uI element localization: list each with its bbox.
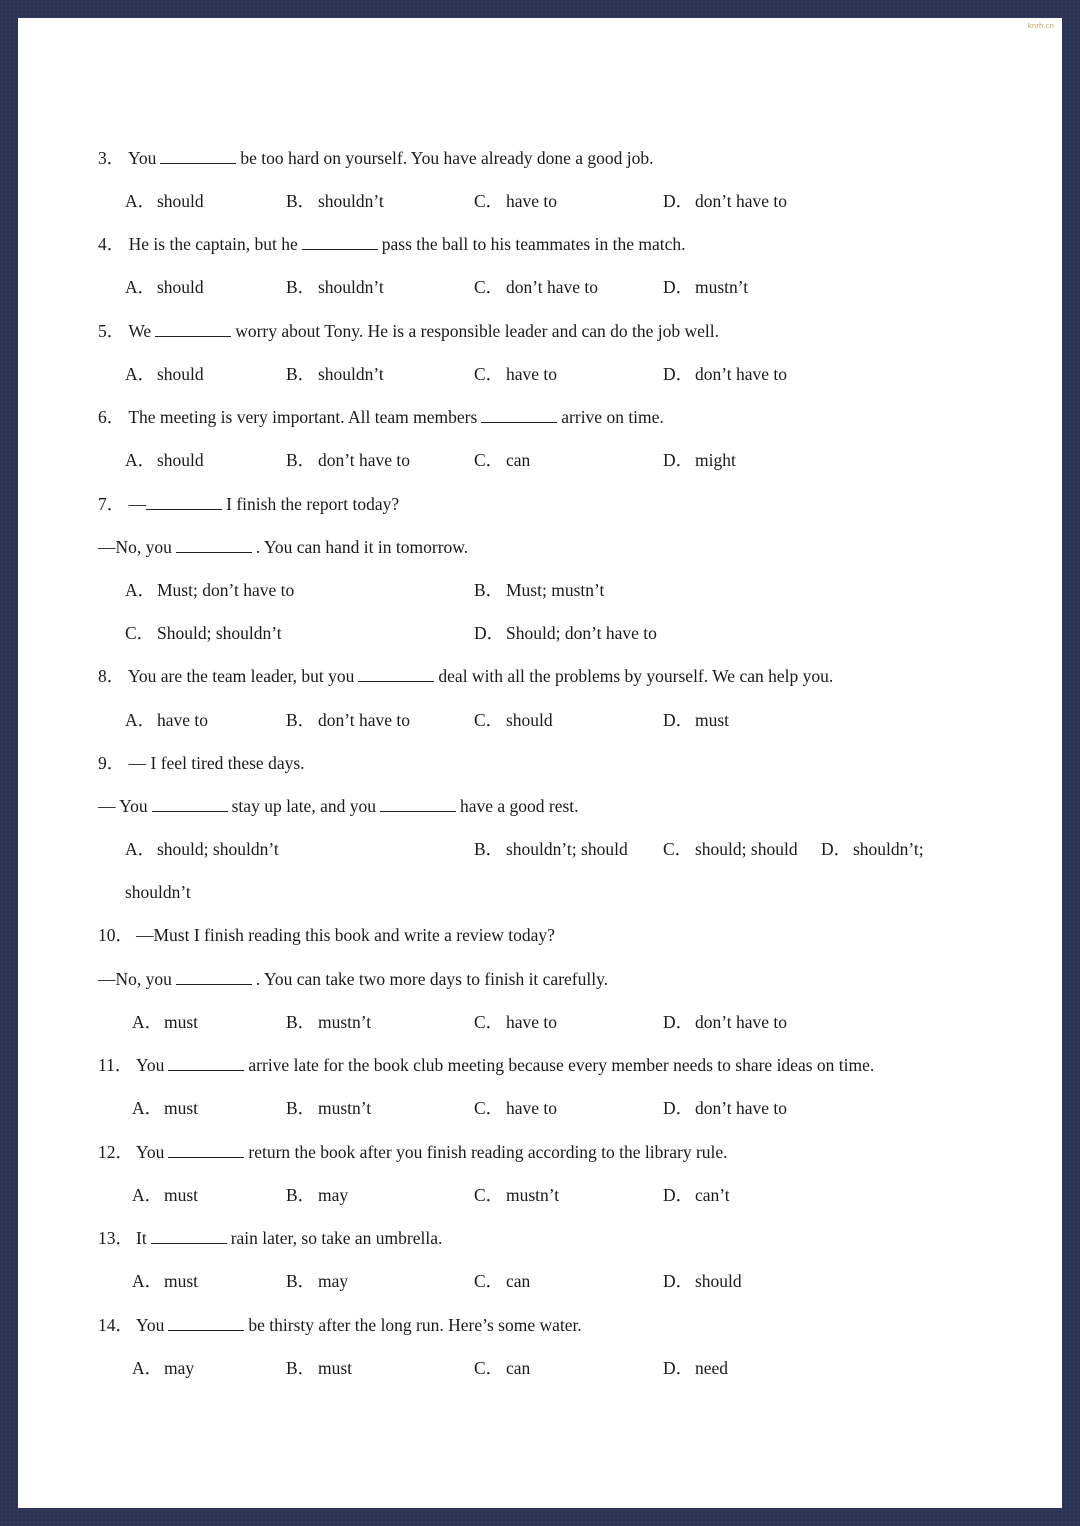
option-c[interactable]: C． have to bbox=[474, 1012, 558, 1032]
question-12 bbox=[98, 1140, 728, 1164]
question-text: We bbox=[128, 321, 152, 341]
option-a[interactable]: A． must bbox=[132, 1098, 199, 1118]
option-b[interactable]: B． shouldn’t bbox=[286, 364, 384, 384]
question-text: It bbox=[136, 1228, 147, 1248]
option-a[interactable]: A． must bbox=[132, 1012, 199, 1032]
question-7 bbox=[98, 492, 399, 516]
option-d[interactable]: D． should bbox=[663, 1271, 742, 1291]
question-text: be thirsty after the long run. Here’s some water. bbox=[248, 1315, 582, 1335]
options-row bbox=[18, 1269, 1062, 1293]
question-6 bbox=[98, 405, 664, 429]
question-text: worry about Tony. He is a responsible leader and can do the job well. bbox=[235, 321, 719, 341]
question-number: 6． bbox=[98, 407, 125, 427]
option-b[interactable]: B． shouldn’t bbox=[286, 277, 384, 297]
option-b[interactable]: B． may bbox=[286, 1185, 349, 1205]
question-text: rain later, so take an umbrella. bbox=[230, 1228, 443, 1248]
question-text: —No, you bbox=[98, 537, 172, 557]
answer-blank bbox=[168, 1053, 244, 1071]
answer-blank bbox=[302, 232, 378, 250]
answer-blank bbox=[152, 794, 228, 812]
option-b[interactable]: B． shouldn’t bbox=[286, 191, 384, 211]
question-number: 11． bbox=[98, 1055, 133, 1075]
question-text: stay up late, and you bbox=[231, 796, 376, 816]
answer-blank bbox=[481, 405, 557, 423]
option-c[interactable]: C． can bbox=[474, 1358, 531, 1378]
question-9-reply bbox=[98, 794, 579, 818]
question-text: pass the ball to his teammates in the match. bbox=[381, 234, 686, 254]
question-text: —Must I finish reading this book and write a review today? bbox=[136, 925, 555, 945]
question-number: 9． bbox=[98, 753, 125, 773]
question-4 bbox=[98, 232, 686, 256]
option-c[interactable]: C． have to bbox=[474, 364, 558, 384]
options-row bbox=[18, 362, 1062, 386]
question-number: 12． bbox=[98, 1142, 133, 1162]
options-row bbox=[18, 708, 1062, 732]
question-text: You bbox=[136, 1142, 165, 1162]
question-text: —No, you bbox=[98, 969, 172, 989]
option-d[interactable]: D． shouldn’t; bbox=[821, 839, 924, 859]
option-b[interactable]: B． mustn’t bbox=[286, 1012, 372, 1032]
option-a[interactable]: A． may bbox=[132, 1358, 195, 1378]
option-d[interactable]: D． can’t bbox=[663, 1185, 730, 1205]
option-d[interactable]: D． mustn’t bbox=[663, 277, 749, 297]
option-a[interactable]: A． should; shouldn’t bbox=[125, 839, 279, 859]
question-5 bbox=[98, 319, 719, 343]
question-text: You bbox=[127, 148, 157, 168]
question-text: He is the captain, but he bbox=[128, 234, 298, 254]
option-a[interactable]: A． must bbox=[132, 1185, 199, 1205]
watermark: knrh.cn bbox=[1027, 22, 1054, 30]
option-b[interactable]: B． shouldn’t; should bbox=[474, 839, 628, 859]
question-text: I finish the report today? bbox=[226, 494, 400, 514]
question-14 bbox=[98, 1313, 582, 1337]
answer-blank bbox=[176, 535, 252, 553]
options-row bbox=[18, 837, 1062, 861]
option-c[interactable]: C． mustn’t bbox=[474, 1185, 560, 1205]
option-c[interactable]: C． have to bbox=[474, 191, 558, 211]
option-d[interactable]: D． don’t have to bbox=[663, 191, 788, 211]
answer-blank bbox=[155, 319, 231, 337]
question-text: — I feel tired these days. bbox=[128, 753, 305, 773]
option-d[interactable]: D． must bbox=[663, 710, 730, 730]
option-c[interactable]: C． can bbox=[474, 450, 531, 470]
option-a[interactable]: A． must bbox=[132, 1271, 199, 1291]
answer-blank bbox=[168, 1313, 244, 1331]
options-row bbox=[18, 189, 1062, 213]
answer-blank bbox=[358, 664, 434, 682]
question-number: 14． bbox=[98, 1315, 133, 1335]
question-text: You are the team leader, but you bbox=[127, 666, 355, 686]
question-11 bbox=[98, 1053, 874, 1077]
option-c[interactable]: C． can bbox=[474, 1271, 531, 1291]
question-number: 8． bbox=[98, 666, 125, 686]
question-text: You bbox=[136, 1315, 165, 1335]
question-number: 10． bbox=[98, 925, 133, 945]
question-text: . You can hand it in tomorrow. bbox=[255, 537, 469, 557]
option-d[interactable]: D． don’t have to bbox=[663, 364, 788, 384]
answer-blank bbox=[176, 967, 252, 985]
question-text: arrive on time. bbox=[561, 407, 664, 427]
question-3 bbox=[98, 146, 653, 170]
option-a[interactable]: A． should bbox=[125, 191, 204, 211]
question-number: 7． bbox=[98, 494, 125, 514]
question-text: arrive late for the book club meeting because every member needs to share ideas on time. bbox=[248, 1055, 875, 1075]
option-d[interactable]: D． might bbox=[663, 450, 736, 470]
option-b[interactable]: B． Must; mustn’t bbox=[474, 580, 605, 600]
option-c[interactable]: C． should bbox=[474, 710, 553, 730]
option-b[interactable]: B． must bbox=[286, 1358, 353, 1378]
answer-blank bbox=[160, 146, 236, 164]
question-7-reply bbox=[98, 535, 468, 559]
option-b[interactable]: B． mustn’t bbox=[286, 1098, 372, 1118]
answer-blank bbox=[146, 492, 222, 510]
option-d[interactable]: D． don’t have to bbox=[663, 1012, 788, 1032]
option-a[interactable]: A． should bbox=[125, 364, 204, 384]
question-number: 5． bbox=[98, 321, 125, 341]
question-text: — You bbox=[98, 796, 148, 816]
option-b[interactable]: B． may bbox=[286, 1271, 349, 1291]
options-row bbox=[18, 448, 1062, 472]
question-8 bbox=[98, 664, 833, 688]
options-row bbox=[18, 1010, 1062, 1034]
options-row bbox=[18, 1183, 1062, 1207]
question-text: have a good rest. bbox=[459, 796, 579, 816]
option-a[interactable]: A． Must; don’t have to bbox=[125, 580, 295, 600]
options-row bbox=[18, 275, 1062, 299]
worksheet-page bbox=[18, 18, 1062, 1508]
question-text: be too hard on yourself. You have already done a good job. bbox=[240, 148, 654, 168]
option-b[interactable]: B． don’t have to bbox=[286, 710, 411, 730]
answer-blank bbox=[380, 794, 456, 812]
option-d[interactable]: D． don’t have to bbox=[663, 1098, 788, 1118]
option-c[interactable]: C． don’t have to bbox=[474, 277, 599, 297]
question-text: . You can take two more days to finish it carefully. bbox=[255, 969, 609, 989]
question-text: — bbox=[128, 494, 147, 514]
options-row bbox=[18, 578, 1062, 602]
option-d-wrap: shouldn’t bbox=[125, 882, 191, 902]
option-a[interactable]: A． have to bbox=[125, 710, 209, 730]
options-row bbox=[18, 1096, 1062, 1120]
option-d[interactable]: D． Should; don’t have to bbox=[474, 623, 657, 643]
option-d[interactable]: D． need bbox=[663, 1358, 729, 1378]
option-a[interactable]: A． should bbox=[125, 450, 204, 470]
options-row bbox=[18, 1356, 1062, 1380]
question-text: deal with all the problems by yourself. We can help you. bbox=[438, 666, 834, 686]
option-c[interactable]: C． Should; shouldn’t bbox=[125, 623, 282, 643]
question-text: You bbox=[136, 1055, 165, 1075]
option-c[interactable]: C． have to bbox=[474, 1098, 558, 1118]
answer-blank bbox=[151, 1226, 227, 1244]
options-row bbox=[18, 621, 1062, 645]
option-b[interactable]: B． don’t have to bbox=[286, 450, 411, 470]
option-a[interactable]: A． should bbox=[125, 277, 204, 297]
answer-blank bbox=[168, 1140, 244, 1158]
question-text: return the book after you finish reading according to the library rule. bbox=[248, 1142, 728, 1162]
question-10 bbox=[98, 923, 555, 947]
question-number: 4． bbox=[98, 234, 125, 254]
question-13 bbox=[98, 1226, 442, 1250]
question-text: The meeting is very important. All team members bbox=[128, 407, 478, 427]
question-10-reply bbox=[98, 967, 608, 991]
option-c[interactable]: C． should; should bbox=[663, 839, 798, 859]
question-number: 3． bbox=[98, 148, 125, 168]
question-number: 13． bbox=[98, 1228, 133, 1248]
question-9 bbox=[98, 751, 305, 775]
